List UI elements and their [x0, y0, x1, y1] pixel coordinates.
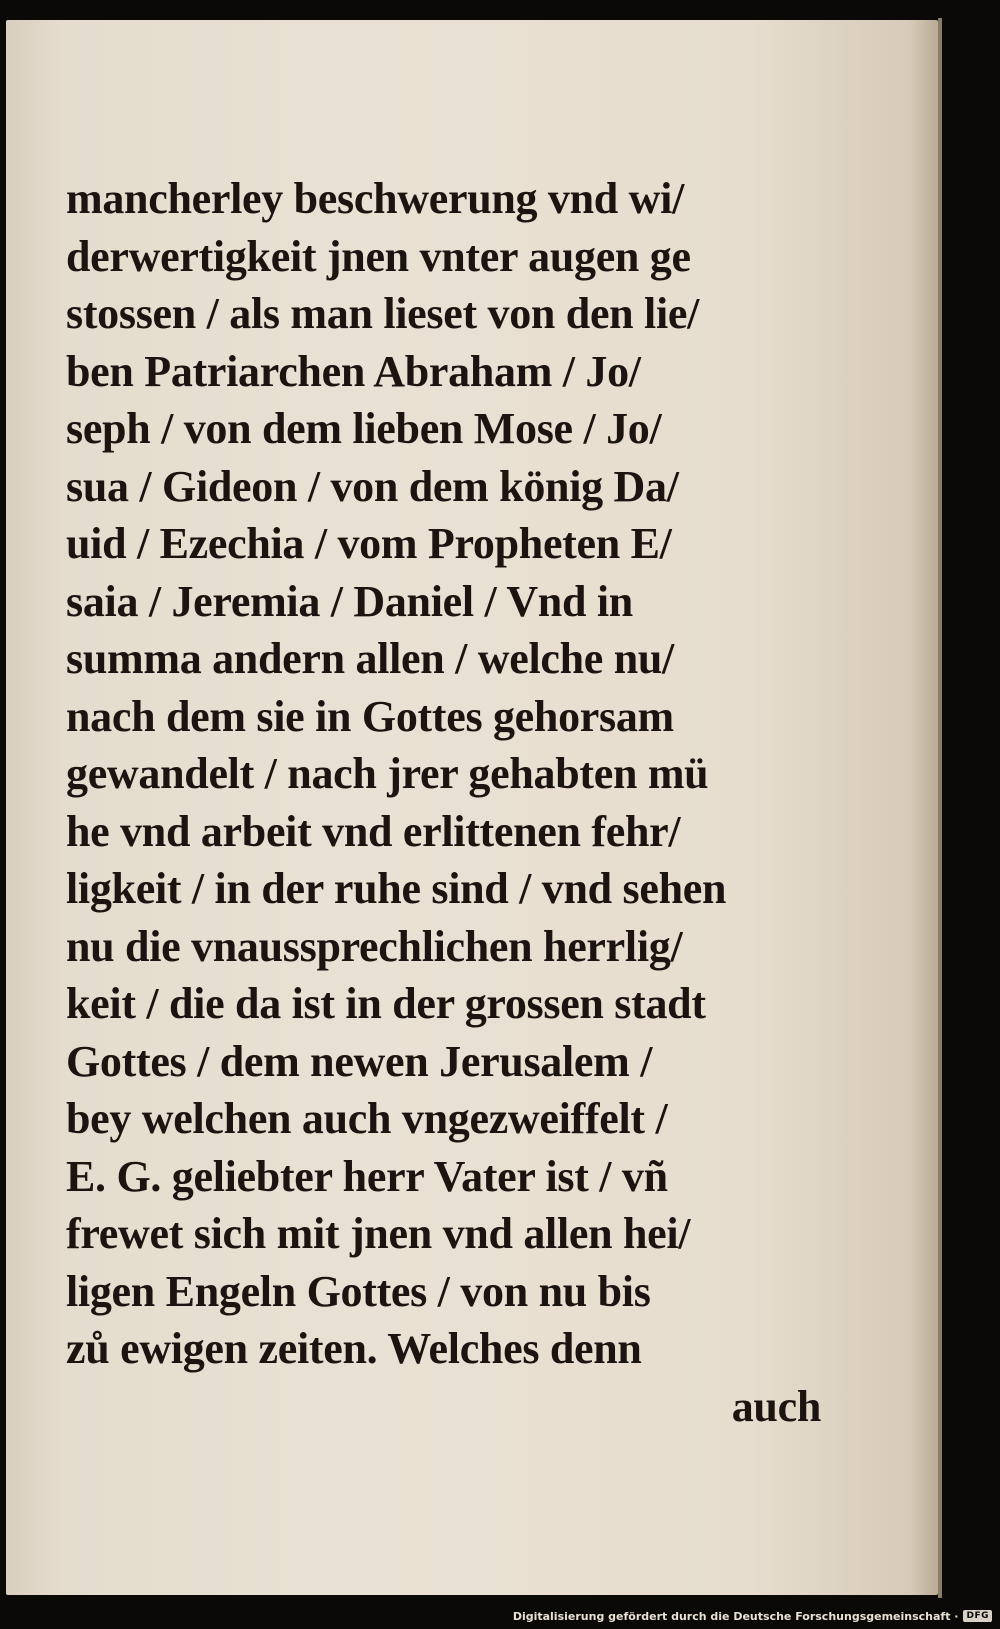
text-line: bey welchen auch vngezweiffelt / — [66, 1094, 668, 1143]
text-line: E. G. geliebter herr Vater ist / vñ — [66, 1151, 668, 1201]
text-line: mancherley beschwerung vnd wi/ — [66, 174, 685, 223]
text-line: zů ewigen zeiten. Welches denn — [66, 1324, 642, 1373]
text-line: seph / von dem lieben Mose / Jo/ — [66, 404, 662, 453]
catchword: auch — [731, 1381, 821, 1431]
text-line: ligen Engeln Gottes / von nu bis — [66, 1266, 651, 1316]
page-edge — [938, 18, 942, 1598]
credit-text: Digitalisierung gefördert durch die Deutsche Forschungsgemeinschaft · — [512, 1609, 959, 1623]
text-line: nach dem sie in Gottes gehorsam — [66, 691, 674, 741]
text-line: nu die vnaussprechlichen herrlig/ — [66, 921, 683, 971]
page-text-block — [66, 170, 826, 1435]
text-line: uid / Ezechia / vom Propheten E/ — [66, 519, 672, 568]
dfg-logo-icon: DFG — [963, 1610, 992, 1622]
text-line: sua / Gideon / von dem könig Da/ — [66, 461, 679, 511]
text-line: stossen / als man lieset von den lie/ — [66, 289, 700, 338]
text-line: derwertigkeit jnen vnter augen ge — [66, 231, 691, 281]
text-line: frewet sich mit jnen vnd allen hei/ — [66, 1209, 691, 1258]
text-line: Gottes / dem newen Jerusalem / — [66, 1036, 653, 1086]
digitization-credit — [513, 1607, 992, 1625]
book-page — [6, 20, 938, 1595]
text-line: ligkeit / in der ruhe sind / vnd sehen — [66, 864, 727, 913]
text-line: summa andern allen / welche nu/ — [66, 634, 674, 683]
text-line: he vnd arbeit vnd erlittenen fehr/ — [66, 806, 681, 856]
text-line: keit / die da ist in der grossen stadt — [66, 979, 706, 1028]
text-line: gewandelt / nach jrer gehabten mü — [66, 749, 709, 798]
text-line: saia / Jeremia / Daniel / Vnd in — [66, 576, 633, 626]
text-line: ben Patriarchen Abraham / Jo/ — [66, 346, 641, 396]
